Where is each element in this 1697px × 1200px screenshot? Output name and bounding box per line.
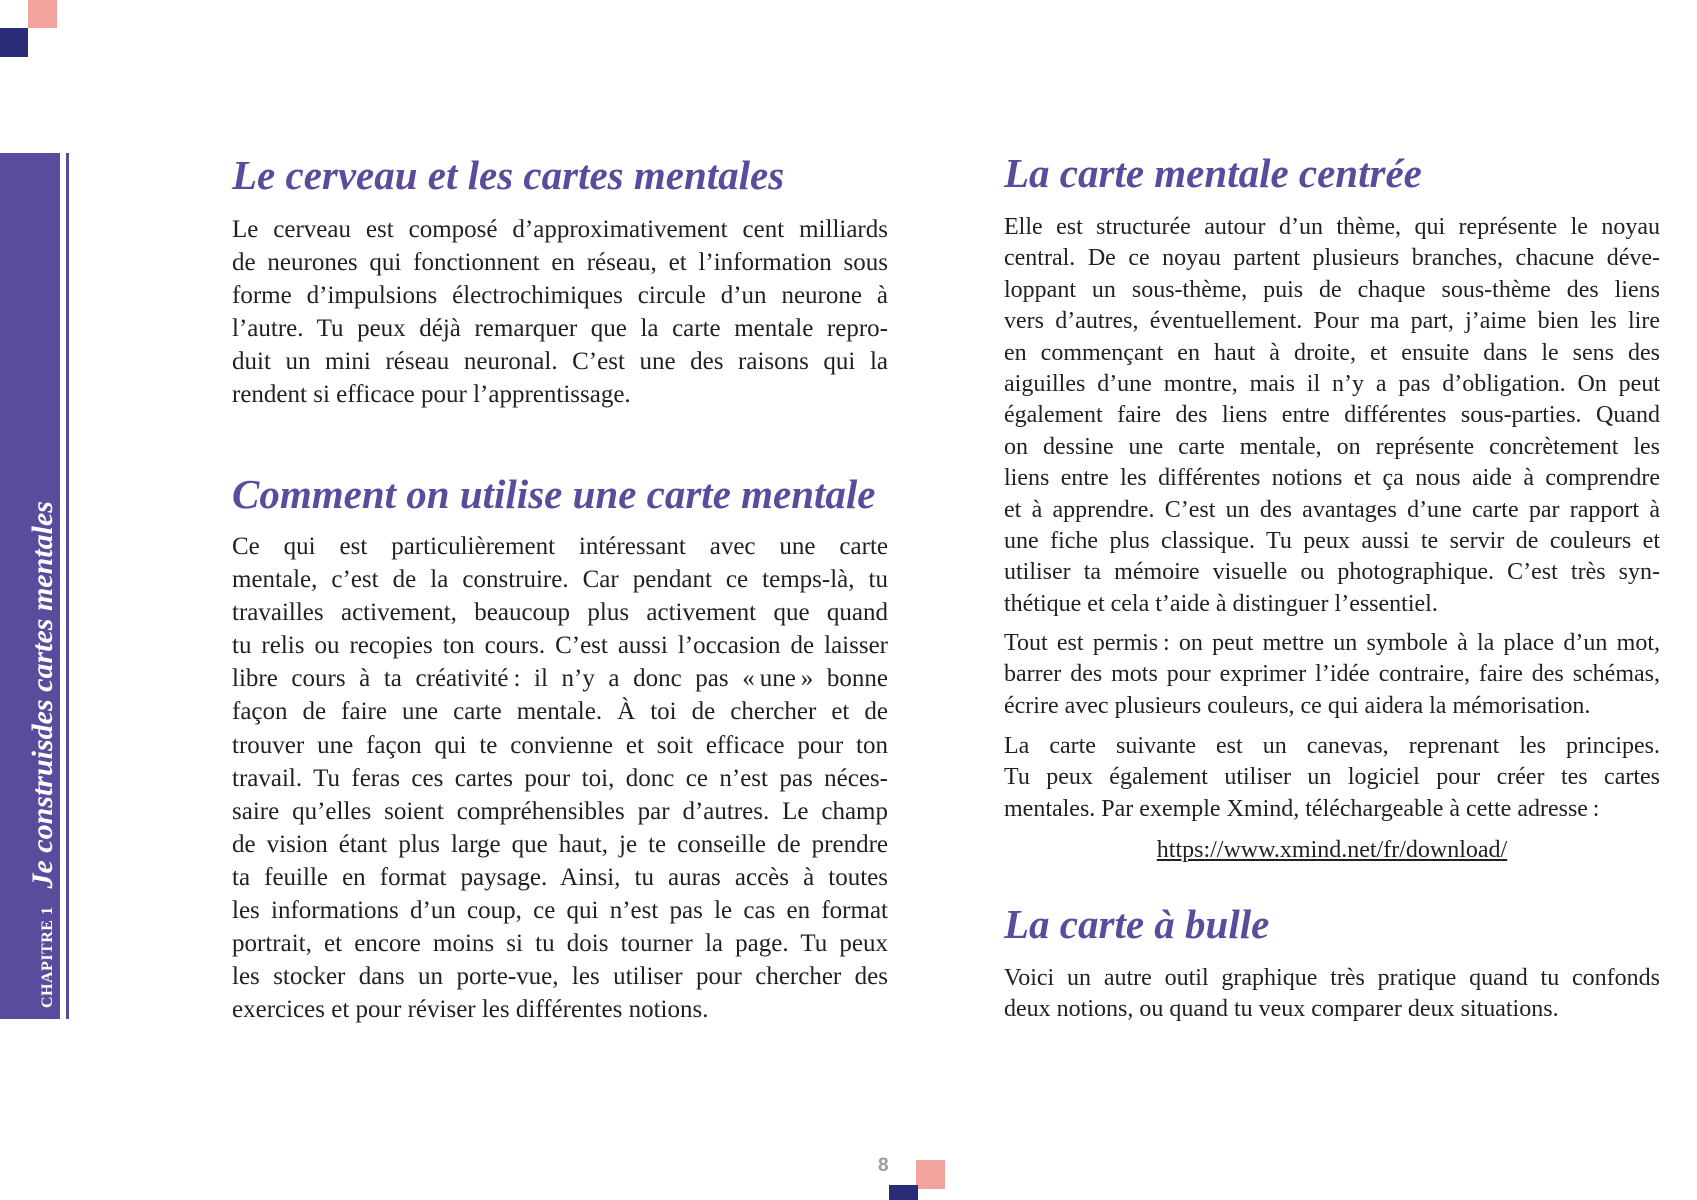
- text-line: utiliser ta mémoire visuelle ou photographique. C’est très syn-: [1004, 559, 1660, 586]
- text-line: liens entre les différentes notions et ça nous aide à comprendre: [1004, 465, 1660, 492]
- text-line: rendent si efficace pour l’apprentissage.: [232, 381, 631, 409]
- text-line: en commençant en haut à droite, et ensuite dans le sens des: [1004, 339, 1660, 366]
- text-line: trouver une façon qui te convienne et soit efficace pour ton: [232, 731, 888, 759]
- text-line: Ce qui est particulièrement intéressant avec une carte: [232, 533, 888, 560]
- text-line: l’autre. Tu peux déjà remarquer que la carte mentale repro-: [232, 315, 888, 343]
- chapter-band-label: [27, 501, 59, 1008]
- text-line: thétique et cela t’aide à distinguer l’essentiel.: [1004, 590, 1438, 617]
- paragraph: [1004, 212, 1660, 620]
- text-line: façon de faire une carte mentale. À toi de chercher et de: [232, 698, 888, 726]
- text-line: barrer des mots pour exprimer l’idée contraire, faire des schémas,: [1004, 661, 1660, 688]
- text-line: Tu peux également utiliser un logiciel pour créer tes cartes: [1004, 764, 1660, 791]
- left-column: [232, 140, 888, 1030]
- chapter-number: CHAPITRE 1: [39, 906, 56, 1008]
- text-line: forme d’impulsions électrochimiques circule d’un neurone à: [232, 282, 888, 310]
- right-column: [1004, 140, 1660, 1030]
- text-line: travail. Tu feras ces cartes pour toi, donc ce n’est pas néces-: [232, 764, 888, 792]
- text-line: écrire avec plusieurs couleurs, ce qui aidera la mémorisation.: [1004, 692, 1591, 719]
- text-line: de neurones qui fonctionnent en réseau, et l’information sous: [232, 249, 888, 277]
- chapter-title: Je construisdes cartes mentales: [26, 501, 59, 889]
- chapter-band-rule: [66, 153, 69, 1019]
- text-line: loppant un sous-thème, puis de chaque sous-thème des liens: [1004, 276, 1660, 303]
- text-line: mentale, c’est de la construire. Car pendant ce temps-là, tu: [232, 566, 888, 594]
- text-line: duit un mini réseau neuronal. C’est une des raisons qui la: [232, 348, 888, 376]
- text-line: également faire des liens entre différentes sous-parties. Quand: [1004, 402, 1660, 429]
- text-line: Voici un autre outil graphique très pratique quand tu confonds: [1004, 965, 1660, 991]
- paragraph: [232, 530, 888, 1026]
- section-heading: La carte mentale centrée: [1004, 150, 1422, 196]
- text-line: portrait, et encore moins si tu dois tourner la page. Tu peux: [232, 930, 888, 958]
- text-line: La carte suivante est un canevas, reprenant les principes.: [1004, 733, 1660, 759]
- download-link[interactable]: https://www.xmind.net/fr/download/: [1156, 837, 1508, 863]
- paragraph: [1004, 628, 1660, 722]
- section-heading: Le cerveau et les cartes mentales: [232, 152, 785, 198]
- text-line: les stocker dans un porte-vue, les utiliser pour chercher des: [232, 963, 888, 991]
- text-line: Elle est structurée autour d’un thème, qui représente le noyau: [1004, 214, 1660, 240]
- link-line: [1004, 835, 1660, 866]
- decorative-square-navy: [889, 1185, 918, 1200]
- text-line: mentales. Par exemple Xmind, téléchargeable à cette adresse :: [1004, 795, 1600, 822]
- text-line: saire qu’elles soient compréhensibles par d’autres. Le champ: [232, 797, 888, 825]
- page-number: 8: [878, 1155, 889, 1176]
- text-line: deux notions, ou quand tu veux comparer deux situations.: [1004, 996, 1559, 1023]
- paragraph: [232, 213, 888, 412]
- text-line: de vision étant plus large que haut, je te conseille de prendre: [232, 830, 888, 858]
- text-line: central. De ce noyau partent plusieurs branches, chacune déve-: [1004, 245, 1660, 272]
- text-line: exercices et pour réviser les différentes notions.: [232, 996, 709, 1024]
- text-line: libre cours à ta créativité : il n’y a donc pas « une » bonne: [232, 665, 888, 693]
- decorative-square-pink: [916, 1160, 945, 1189]
- text-line: travailles activement, beaucoup plus activement que quand: [232, 599, 888, 627]
- text-line: Le cerveau est composé d’approximativement cent milliards: [232, 216, 888, 243]
- text-line: une fiche plus classique. Tu peux aussi te servir de couleurs et: [1004, 528, 1660, 555]
- text-line: on dessine une carte mentale, on représente concrètement les: [1004, 433, 1660, 460]
- section-heading: Comment on utilise une carte mentale: [232, 471, 876, 517]
- decorative-square-navy: [0, 28, 28, 57]
- paragraph: [1004, 963, 1660, 1026]
- text-line: aiguilles d’une montre, mais il n’y a pas d’obligation. On peut: [1004, 371, 1660, 398]
- text-line: tu relis ou recopies ton cours. C’est aussi l’occasion de laisser: [232, 632, 888, 660]
- text-line: vers d’autres, éventuellement. Pour ma part, j’aime bien les lire: [1004, 308, 1660, 335]
- text-line: Tout est permis : on peut mettre un symbole à la place d’un mot,: [1004, 630, 1660, 656]
- section-heading: La carte à bulle: [1004, 901, 1270, 947]
- text-line: ta feuille en format paysage. Ainsi, tu auras accès à toutes: [232, 863, 888, 891]
- text-line: les informations d’un coup, ce qui n’est pas le cas en format: [232, 897, 888, 925]
- decorative-square-pink: [28, 0, 57, 28]
- text-line: et à apprendre. C’est un des avantages d’une carte par rapport à: [1004, 496, 1660, 523]
- paragraph: [1004, 731, 1660, 825]
